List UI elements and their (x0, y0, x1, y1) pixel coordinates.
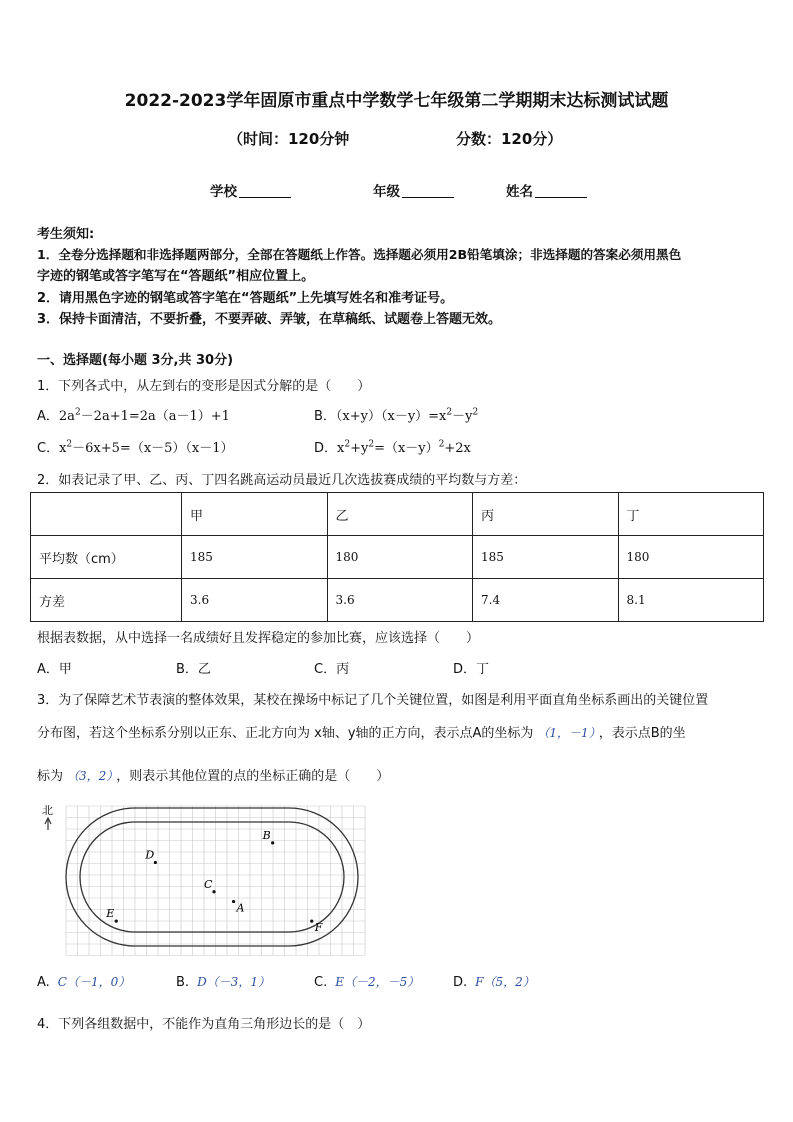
q3-option-a[interactable] (37, 973, 130, 990)
point-label-b: B (262, 828, 271, 842)
table-cell: 185 (473, 536, 619, 579)
table-cell: 185 (182, 536, 328, 579)
table-cell: 方差 (31, 579, 182, 622)
table-row (31, 579, 764, 622)
point-group (105, 829, 323, 934)
point-b (271, 841, 274, 844)
grade-label: 年级 (373, 184, 400, 200)
q3-option-a-value: C（－1，0） (57, 975, 131, 989)
time-label: （时间：120分钟 (228, 130, 350, 148)
q1-option-c-text: $x^2-6x+5=(x-5)(x-1)$ (59, 439, 234, 456)
q3-option-c-label: C. (314, 975, 328, 990)
notice-line-2: 2．请用黑色字迹的钢笔或答字笔在“答题纸”上先填写姓名和准考证号。 (37, 291, 454, 306)
score-label: 分数：120分） (456, 130, 563, 148)
point-label-a: A (236, 901, 245, 915)
table-cell: 7.4 (473, 579, 619, 622)
question-4-stem: 4．下列各组数据中，不能作为直角三角形边长的是（ ） (37, 1017, 371, 1032)
q1-option-d[interactable] (314, 437, 471, 456)
q3-option-b[interactable] (176, 973, 270, 990)
q3-option-d[interactable] (453, 973, 535, 990)
point-e (115, 920, 118, 923)
north-arrow-icon (45, 818, 51, 830)
notice-heading: 考生须知: (37, 227, 95, 242)
page-title: 2022-2023学年固原市重点中学数学七年级第二学期期末达标测试试题 (124, 91, 669, 111)
q1-option-b[interactable] (314, 405, 478, 424)
q2-option-c[interactable]: C．丙 (314, 662, 350, 677)
q2-option-b[interactable]: B．乙 (176, 662, 211, 677)
point-d (154, 861, 157, 864)
table-cell: 甲 (182, 493, 328, 536)
table-header-row (31, 493, 764, 536)
q1-option-c-label: C． (37, 441, 60, 456)
table-cell (31, 493, 182, 536)
table-cell: 平均数（cm） (31, 536, 182, 579)
school-label: 学校 (210, 184, 237, 200)
name-blank (535, 183, 587, 198)
stats-table (30, 492, 764, 622)
notice-line-1: 1．全卷分选择题和非选择题两部分，全部在答题纸上作答。选择题必须用2B铅笔填涂；非选择题的答案必须用黑色 (37, 247, 682, 262)
q1-option-a-text: $2a^2-2a+1=2a(a-1)+1$ (58, 407, 230, 424)
question-2-stem: 2．如表记录了甲、乙、丙、丁四名跳高运动员最近几次选拔赛成绩的平均数与方差： (37, 473, 527, 488)
point-label-f: F (314, 921, 323, 935)
q3-option-b-value: D（－3，1） (197, 975, 270, 989)
q3-option-d-value: F（5，2） (475, 975, 535, 989)
q3-option-c[interactable] (314, 973, 419, 990)
table-cell: 180 (327, 536, 473, 579)
q3-option-d-label: D. (453, 975, 468, 990)
table-row (31, 536, 764, 579)
point-label-c: C (204, 877, 213, 891)
table-cell: 8.1 (618, 579, 764, 622)
point-label-e: E (106, 907, 115, 921)
q1-option-a[interactable] (37, 405, 230, 424)
q3-option-b-label: B. (176, 975, 190, 990)
q3-option-c-value: E（－2，－5） (335, 975, 420, 989)
notice-line-3: 3．保持卡面清洁，不要折叠，不要弄破、弄皱，在草稿纸、试题卷上答题无效。 (37, 312, 502, 327)
question-1-stem: 1．下列各式中，从左到右的变形是因式分解的是（ ） (37, 379, 371, 394)
grade-blank (402, 183, 454, 198)
notice-line-1b: 字迹的钢笔或答字笔写在“答题纸”相应位置上。 (37, 269, 315, 284)
question-2-follow: 根据表数据，从中选择一名成绩好且发挥稳定的参加比赛，应该选择（ ） (37, 631, 480, 646)
north-label: 北 (42, 804, 53, 817)
table-cell: 丁 (618, 493, 764, 536)
track-diagram (38, 800, 368, 960)
q1-option-a-label: A． (37, 409, 59, 424)
table-cell: 乙 (327, 493, 473, 536)
name-field (506, 180, 587, 200)
table-cell: 3.6 (182, 579, 328, 622)
q2-option-d[interactable]: D．丁 (453, 662, 490, 677)
q3-option-a-label: A. (37, 975, 50, 990)
question-3-line-1: 3．为了保障艺术节表演的整体效果，某校在操场中标记了几个关键位置，如图是利用平面直角坐标系画出的关键位置 (37, 693, 709, 708)
table-cell: 180 (618, 536, 764, 579)
q1-option-c[interactable] (37, 437, 234, 456)
school-field (210, 180, 291, 200)
name-label: 姓名 (506, 184, 533, 200)
q1-option-d-label: D． (314, 441, 338, 456)
point-label-d: D (145, 848, 155, 862)
question-3-line-3: 标为 （3，2） ，则表示其他位置的点的坐标正确的是（ ） (37, 769, 390, 784)
point-c (212, 890, 215, 893)
question-3-line-2: 分布图，若这个坐标系分别以正东、正北方向为 x轴、y轴的正方向，表示点A的坐标为 （1，－1） ，表示点B的坐 (37, 726, 686, 741)
coord-b: （3，2） (67, 769, 113, 783)
q2-option-a[interactable]: A．甲 (37, 662, 72, 677)
q1-option-b-label: B． (314, 409, 336, 424)
grade-field (373, 180, 454, 200)
school-blank (239, 183, 291, 198)
q1-option-b-text: $(x+y)(x-y)=x^2-y^2$ (335, 407, 479, 424)
table-cell: 3.6 (327, 579, 473, 622)
point-a (232, 900, 235, 903)
section-heading: 一、选择题(每小题 3分,共 30分) (37, 353, 234, 368)
point-f (310, 920, 313, 923)
q1-option-d-text: $x^2+y^2=(x-y)^2+2x$ (337, 439, 471, 456)
table-cell: 丙 (473, 493, 619, 536)
coord-a: （1，－1） (537, 726, 595, 740)
